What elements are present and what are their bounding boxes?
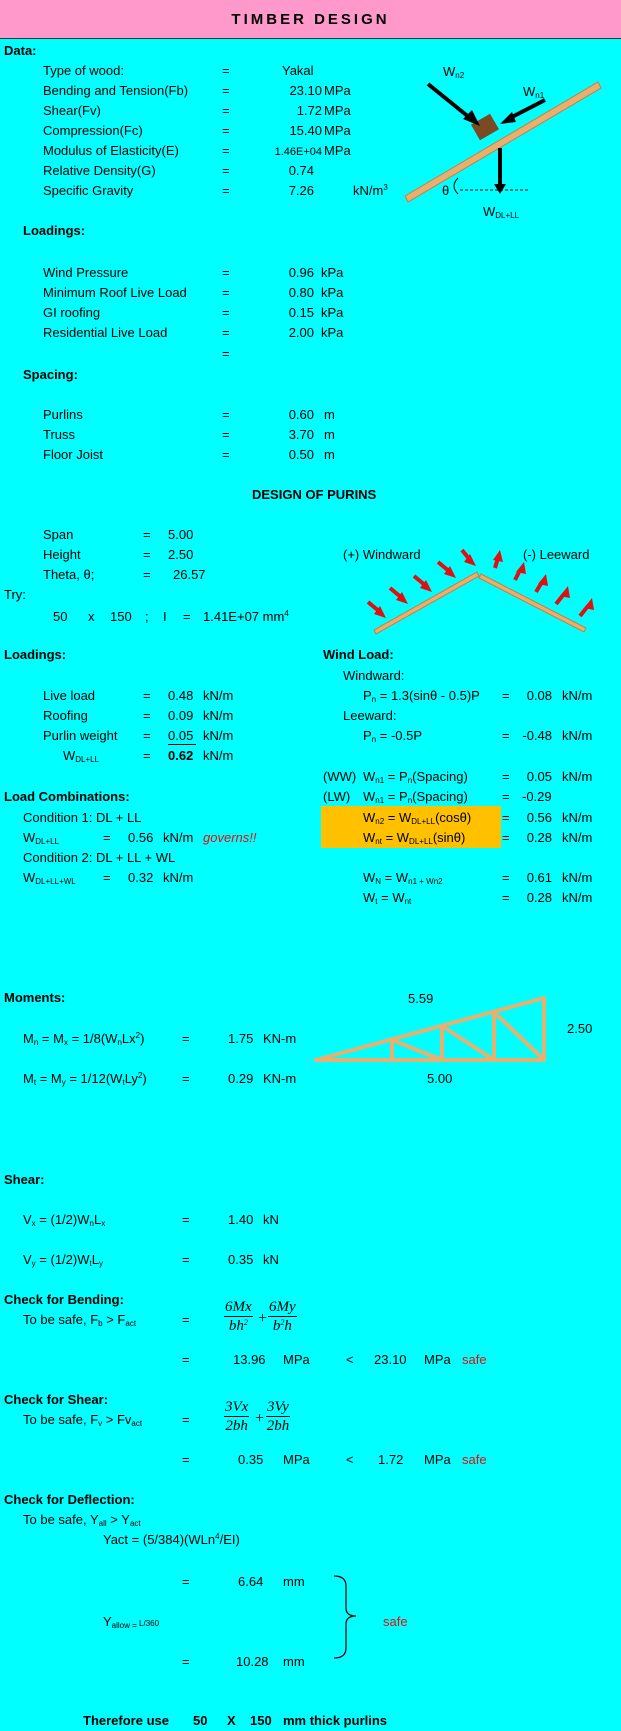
governs-note: governs!! [203, 830, 257, 845]
conclusion-pre: Therefore use [83, 1713, 169, 1728]
eq-sign: = [143, 728, 151, 743]
wdl-label: $W_{DL+LL}$ [483, 204, 520, 220]
yallow-formula: $Y_{allow =}$ L/360 [103, 1614, 160, 1630]
eq-sign: = [182, 1312, 190, 1327]
eq-sign: = [182, 1071, 190, 1086]
pn1-formula: $P_n = 1.3(\sin\theta - 0.5)P$ [363, 688, 480, 704]
roof-wind-diagram [350, 540, 610, 640]
windward-label: (+) Windward [343, 547, 421, 562]
load-unit: kPa [321, 285, 344, 300]
eq-sign: = [103, 870, 111, 885]
pn2-formula: $P_n = -0.5P$ [363, 728, 423, 744]
bending-result: safe [462, 1352, 487, 1367]
shearcheck-allow: 1.72 [378, 1452, 404, 1467]
vx-unit: kN [263, 1212, 279, 1227]
theta-label: θ [442, 183, 450, 198]
w2-value: 0.32 [128, 870, 154, 885]
data-unit-e: MPa [324, 143, 351, 158]
load-label-roof: Minimum Roof Live Load [43, 285, 187, 300]
eq-sign: = [143, 688, 151, 703]
eq-sign: = [182, 1352, 190, 1367]
mt-formula: $M_t = M_y = 1/12(W_tLy^2)$ [23, 1071, 147, 1087]
brace-symbol [332, 1574, 358, 1660]
w2-label: $W_{DL+LL+WL}$ [23, 870, 76, 886]
height-value: 2.50 [168, 547, 194, 562]
try-h: 150 [110, 609, 132, 624]
w2-unit: kN/m [163, 870, 194, 885]
eq-sign: = [502, 870, 510, 885]
eq-sign: = [182, 1654, 190, 1669]
eq-sign: = [182, 1212, 190, 1227]
wt-formula: $W_t = W_{nt}$ [363, 890, 412, 906]
spacing-unit: m [324, 407, 335, 422]
shear-frac-y: $\frac{3Vy}{2bh}$ [266, 1399, 290, 1434]
wt-unit: kN/m [562, 890, 593, 905]
data-unit-fv: MPa [324, 103, 351, 118]
shearcheck-allow-unit: MPa [424, 1452, 451, 1467]
eq-sign: = [222, 63, 230, 78]
shearcheck-unit: MPa [283, 1452, 310, 1467]
leeward-sub: Leeward: [343, 708, 397, 723]
eq-sign: = [222, 83, 230, 98]
eq-sign: = [502, 728, 510, 743]
data-value-g: 0.74 [288, 163, 314, 178]
eq-sign: = [222, 285, 230, 300]
eq-sign: = [103, 830, 111, 845]
wn2-formula: $W_{n2} = W_{DL+LL}(\cos\theta)$ [363, 810, 472, 826]
wnt-formula: $W_{nt} = W_{DL+LL}(\sin\theta)$ [363, 830, 466, 846]
deflection-heading: Check for Deflection: [4, 1492, 135, 1507]
spacing-label-joist: Floor Joist [43, 447, 103, 462]
cond2-label: Condition 2: DL + LL + WL [23, 850, 176, 865]
theta-label-row: Theta, θ; [43, 567, 95, 582]
load-label-wind: Wind Pressure [43, 265, 129, 280]
height-label: Height [43, 547, 81, 562]
ww-unit: kN/m [562, 769, 593, 784]
lw-tag: (LW) [323, 789, 351, 804]
leeward-label: (-) Leeward [523, 547, 590, 562]
left-loadings-heading: Loadings: [4, 647, 67, 662]
load-label-res: Residential Live Load [43, 325, 168, 340]
lw-value: -0.29 [522, 789, 552, 804]
deflection-unit2: mm [283, 1654, 305, 1669]
try-label: Try: [4, 587, 26, 602]
vy-unit: kN [263, 1252, 279, 1267]
wn1-label: $W_{n1}$ [523, 84, 545, 100]
cond1-label: Condition 1: DL + LL [23, 810, 142, 825]
ww-tag: (WW) [323, 769, 357, 784]
vx-value: 1.40 [228, 1212, 254, 1227]
data-label-g: Relative Density(G) [43, 163, 156, 178]
shearcheck-heading: Check for Shear: [4, 1392, 109, 1407]
data-value-e: 1.46E+04 [274, 146, 322, 158]
pn1-value: 0.08 [526, 688, 552, 703]
ll-unit: kN/m [203, 728, 234, 743]
data-value-fc: 15.40 [289, 123, 322, 138]
eq-sign: = [502, 688, 510, 703]
ll-unit: kN/m [203, 688, 234, 703]
eq-sign: = [222, 265, 230, 280]
conclusion-post: mm thick purlins [283, 1713, 388, 1728]
deflection-unit1: mm [283, 1574, 305, 1589]
bending-allow-unit: MPa [424, 1352, 451, 1367]
eq-sign: = [183, 609, 191, 624]
data-value-fb: 23.10 [289, 83, 322, 98]
eq-sign: = [502, 830, 510, 845]
conclusion-b: 50 [193, 1713, 208, 1728]
vy-formula: $V_y = (1/2)W_tL_y$ [23, 1252, 103, 1268]
ll-value-live: 0.48 [168, 688, 194, 703]
eq-sign: = [222, 183, 230, 198]
w1-value: 0.56 [128, 830, 154, 845]
eq-sign: = [502, 810, 510, 825]
spacing-value-truss: 3.70 [288, 427, 314, 442]
load-value-roof: 0.80 [288, 285, 314, 300]
ll-label-live: Live load [43, 688, 96, 703]
eq-sign: = [222, 447, 230, 462]
eq-sign: = [143, 748, 151, 763]
bending-heading: Check for Bending: [4, 1292, 124, 1307]
truss-top-label: 5.59 [408, 991, 434, 1006]
eq-sign: = [143, 708, 151, 723]
deflection-safe-cond: To be safe, $Y_{all} > Y_{act}$ [23, 1512, 141, 1528]
loadings-heading: Loadings: [23, 223, 86, 238]
wn-unit: kN/m [562, 870, 593, 885]
purlin-force-diagram [400, 60, 610, 220]
eq-sign: = [222, 305, 230, 320]
theta-value: 26.57 [173, 567, 206, 582]
mt-value: 0.29 [228, 1071, 254, 1086]
eq-sign: = [502, 789, 510, 804]
eq-sign: = [222, 325, 230, 340]
bending-frac-x: $\frac{6Mx}{bh^2}$ [225, 1299, 252, 1334]
data-value-sg: 7.26 [288, 183, 314, 198]
pn1-unit: kN/m [562, 688, 593, 703]
truss-right-label: 2.50 [567, 1021, 593, 1036]
pn2-value: -0.48 [522, 728, 552, 743]
data-label-fb: Bending and Tension(Fb) [43, 83, 189, 98]
ll-total-unit: kN/m [203, 748, 234, 763]
data-label-e: Modulus of Elasticity(E) [43, 143, 179, 158]
ll-label-roof: Roofing [43, 708, 88, 723]
mn-formula: $M_n = M_x = 1/8(W_nLx^2)$ [23, 1031, 145, 1047]
mn-value: 1.75 [228, 1031, 254, 1046]
data-unit-sg: $kN/m^3$ [353, 183, 388, 198]
spacing-label-truss: Truss [43, 427, 76, 442]
wn-formula: $W_N = W_{n1 + Wn2}$ [363, 870, 443, 886]
wn2-unit: kN/m [562, 810, 593, 825]
load-unit: kPa [321, 305, 344, 320]
eq-sign: = [222, 103, 230, 118]
ll-total-label: $W_{DL+LL}$ [63, 748, 100, 764]
wt-value: 0.28 [526, 890, 552, 905]
wnt-unit: kN/m [562, 830, 593, 845]
wn2-value: 0.56 [526, 810, 552, 825]
deflection-value2: 10.28 [236, 1654, 269, 1669]
eq-sign: = [222, 407, 230, 422]
pn2-unit: kN/m [562, 728, 593, 743]
eq-sign: = [222, 346, 230, 361]
eq-sign: = [182, 1574, 190, 1589]
eq-sign: = [143, 567, 151, 582]
load-label-gi: GI roofing [43, 305, 101, 320]
deflection-value1: 6.64 [238, 1574, 264, 1589]
load-unit: kPa [321, 265, 344, 280]
load-value-wind: 0.96 [288, 265, 314, 280]
conclusion-x: X [227, 1713, 236, 1728]
try-x: x [88, 609, 95, 624]
vy-value: 0.35 [228, 1252, 254, 1267]
vx-formula: $V_x = (1/2)W_nL_x$ [23, 1212, 106, 1228]
data-label-fv: Shear(Fv) [43, 103, 101, 118]
load-value-gi: 0.15 [288, 305, 314, 320]
data-unit-fb: MPa [324, 83, 351, 98]
data-unit-fc: MPa [324, 123, 351, 138]
w1-unit: kN/m [163, 830, 194, 845]
shear-frac-x: $\frac{3Vx}{2bh}$ [225, 1399, 249, 1434]
mt-unit: KN-m [263, 1071, 297, 1086]
try-semi: ; [145, 609, 149, 624]
eq-sign: = [182, 1452, 190, 1467]
span-label: Span [43, 527, 74, 542]
moments-heading: Moments: [4, 990, 66, 1005]
eq-sign: = [502, 890, 510, 905]
wnt-value: 0.28 [526, 830, 552, 845]
data-label-fc: Compression(Fc) [43, 123, 143, 138]
spacing-value-joist: 0.50 [288, 447, 314, 462]
ll-label-purlin: Purlin weight [43, 728, 118, 743]
spacing-unit: m [324, 427, 335, 442]
truss-bottom-label: 5.00 [427, 1071, 453, 1086]
shear-heading: Shear: [4, 1172, 45, 1187]
ww-value: 0.05 [526, 769, 552, 784]
ww-formula: $W_{n1}$ = $P_n(Spacing)$ [363, 769, 468, 785]
wind-heading: Wind Load: [323, 647, 394, 662]
eq-sign: = [502, 769, 510, 784]
lw-formula: $W_{n1}$ = $P_n(Spacing)$ [363, 789, 468, 805]
ll-value-roof: 0.09 [168, 708, 194, 723]
ll-total-value: 0.62 [168, 748, 194, 763]
page-title: TIMBER DESIGN [231, 11, 390, 28]
spacing-label-purlins: Purlins [43, 407, 83, 422]
spacing-value-purlins: 0.60 [288, 407, 314, 422]
data-value-fv: 1.72 [296, 103, 322, 118]
bending-safe-cond: To be safe, $F_b > F_{act}$ [23, 1312, 137, 1328]
eq-sign: = [143, 547, 151, 562]
data-label-wood: Type of wood: [43, 63, 124, 78]
ll-unit: kN/m [203, 708, 234, 723]
eq-sign: = [222, 143, 230, 158]
spacing-unit: m [324, 447, 335, 462]
mn-unit: KN-m [263, 1031, 297, 1046]
shearcheck-value: 0.35 [238, 1452, 264, 1467]
loadcomb-heading: Load Combinations: [4, 789, 130, 804]
data-heading: Data: [4, 43, 37, 58]
eq-sign: = [222, 427, 230, 442]
conclusion-h: 150 [250, 1713, 272, 1728]
try-b: 50 [53, 609, 68, 624]
eq-sign: = [182, 1412, 190, 1427]
lt-sign: < [346, 1352, 354, 1367]
purlins-heading: DESIGN OF PURINS [252, 487, 377, 502]
eq-sign: = [222, 123, 230, 138]
bending-value: 13.96 [233, 1352, 266, 1367]
wn-value: 0.61 [526, 870, 552, 885]
data-label-sg: Specific Gravity [43, 183, 134, 198]
shear-safe-cond: To be safe, $F_v > Fv_{act}$ [23, 1412, 143, 1428]
w1-label: $W_{DL+LL}$ [23, 830, 60, 846]
plus-sign: + [255, 1410, 265, 1427]
plus-sign: + [258, 1310, 268, 1327]
try-i: I [163, 609, 167, 624]
load-value-res: 2.00 [288, 325, 314, 340]
lt-sign: < [346, 1452, 354, 1467]
eq-sign: = [222, 163, 230, 178]
deflection-result: safe [383, 1614, 408, 1629]
yact-formula: Yact = (5/384)(WLn$^4$/EI) [103, 1532, 240, 1547]
ll-value-purlin: 0.05 [168, 728, 196, 745]
title-banner [0, 0, 621, 39]
truss-diagram [312, 992, 548, 1064]
shearcheck-result: safe [462, 1452, 487, 1467]
eq-sign: = [182, 1031, 190, 1046]
spacing-heading: Spacing: [23, 367, 78, 382]
span-value: 5.00 [168, 527, 194, 542]
windward-sub: Windward: [343, 668, 405, 683]
bending-unit: MPa [283, 1352, 310, 1367]
try-i-value: 1.41E+07 $mm^4$ [203, 609, 289, 624]
data-value-wood: Yakal [282, 63, 314, 78]
bending-frac-y: $\frac{6My}{b^2h}$ [269, 1299, 296, 1334]
eq-sign: = [143, 527, 151, 542]
wn2-label: $W_{n2}$ [443, 64, 465, 80]
load-unit: kPa [321, 325, 344, 340]
bending-allow: 23.10 [374, 1352, 407, 1367]
eq-sign: = [182, 1252, 190, 1267]
